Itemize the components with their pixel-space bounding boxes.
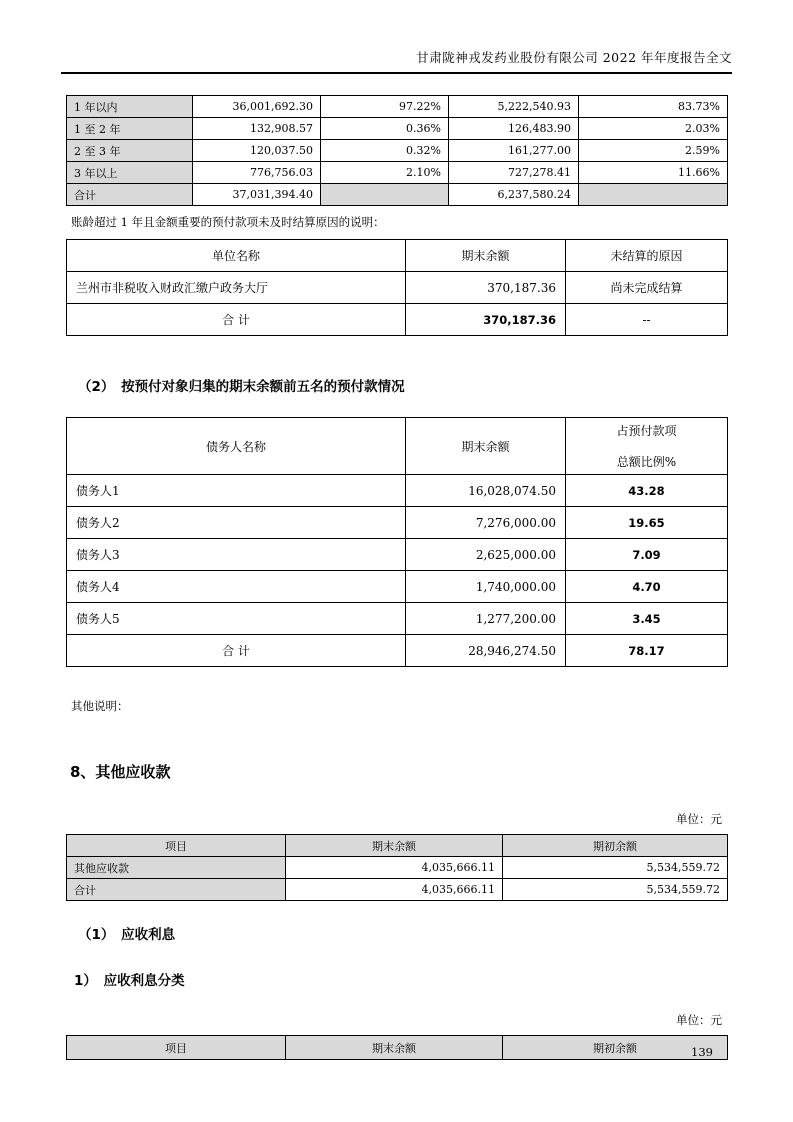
page-header — [61, 0, 732, 74]
table-row — [67, 118, 728, 140]
amount-cell: 1,277,200.00 — [406, 603, 566, 635]
col-header-begin-balance: 期初余额 — [503, 1036, 728, 1060]
aging-label-cell: 3 年以上 — [67, 162, 193, 184]
debtor-name-cell: 债务人3 — [67, 539, 406, 571]
begin-amount-cell: 126,483.90 — [449, 118, 579, 140]
col-header-debtor-name: 债务人名称 — [67, 418, 406, 475]
unit-label: 单位：元 — [676, 1013, 722, 1027]
begin-amount-cell: 5,222,540.93 — [449, 96, 579, 118]
table-header-row — [67, 835, 728, 857]
end-pct-cell: 0.36% — [321, 118, 449, 140]
table-total-row — [67, 635, 728, 667]
table-row — [67, 603, 728, 635]
total-label-cell: 合 计 — [67, 635, 406, 667]
total-pct-cell: 78.17 — [566, 635, 728, 667]
table-header-row — [67, 1036, 728, 1060]
col-header-pct-of-total — [566, 418, 728, 475]
total-label-cell: 合 计 — [67, 304, 406, 336]
col-header-end-balance: 期末余额 — [406, 240, 566, 272]
pct-header-line1: 占预付款项 — [616, 424, 677, 438]
col-header-reason: 未结算的原因 — [566, 240, 728, 272]
table-row — [67, 162, 728, 184]
end-amount-cell: 132,908.57 — [193, 118, 321, 140]
interest-receivable-table — [66, 1035, 728, 1060]
table-row — [67, 507, 728, 539]
end-balance-total-cell: 4,035,666.11 — [286, 879, 503, 901]
pct-cell: 7.09 — [566, 539, 728, 571]
table-header-row — [67, 418, 728, 475]
end-amount-cell: 776,756.03 — [193, 162, 321, 184]
prepayment-aging-table — [66, 95, 728, 206]
amount-cell: 370,187.36 — [406, 272, 566, 304]
aging-label-cell: 1 至 2 年 — [67, 118, 193, 140]
pct-cell: 4.70 — [566, 571, 728, 603]
end-amount-cell: 120,037.50 — [193, 140, 321, 162]
reason-cell: 尚未完成结算 — [566, 272, 728, 304]
end-pct-cell: 97.22% — [321, 96, 449, 118]
pct-cell: 19.65 — [566, 507, 728, 539]
end-pct-cell: 2.10% — [321, 162, 449, 184]
total-reason-cell: -- — [566, 304, 728, 336]
page-number: 139 — [691, 1045, 713, 1059]
col-header-begin-balance: 期初余额 — [503, 835, 728, 857]
begin-pct-cell: 83.73% — [579, 96, 728, 118]
end-amount-total-cell: 37,031,394.40 — [193, 184, 321, 206]
amount-cell: 1,740,000.00 — [406, 571, 566, 603]
begin-pct-cell: 2.59% — [579, 140, 728, 162]
aging-total-label-cell: 合计 — [67, 184, 193, 206]
amount-cell: 7,276,000.00 — [406, 507, 566, 539]
aging-label-cell: 1 年以内 — [67, 96, 193, 118]
table-row — [67, 272, 728, 304]
unit-name-cell: 兰州市非税收入财政汇缴户政务大厅 — [67, 272, 406, 304]
total-label-cell: 合计 — [67, 879, 286, 901]
shaded-empty-cell — [579, 184, 728, 206]
unsettled-reason-table — [66, 239, 728, 336]
col-header-item: 项目 — [67, 1036, 286, 1060]
report-title: 甘肃陇神戎发药业股份有限公司 2022 年年度报告全文 — [416, 50, 732, 65]
begin-amount-cell: 727,278.41 — [449, 162, 579, 184]
table-row — [67, 475, 728, 507]
amount-cell: 16,028,074.50 — [406, 475, 566, 507]
table-total-row — [67, 304, 728, 336]
col-header-end-balance: 期末余额 — [286, 835, 503, 857]
begin-pct-cell: 11.66% — [579, 162, 728, 184]
pct-cell: 43.28 — [566, 475, 728, 507]
total-amount-cell: 28,946,274.50 — [406, 635, 566, 667]
aging-note: 账龄超过 1 年且金额重要的预付款项未及时结算原因的说明： — [71, 215, 385, 229]
end-amount-cell: 36,001,692.30 — [193, 96, 321, 118]
end-pct-cell: 0.32% — [321, 140, 449, 162]
section-8-1-heading: （1） 应收利息 — [78, 927, 176, 943]
col-header-item: 项目 — [67, 835, 286, 857]
col-header-unit-name: 单位名称 — [67, 240, 406, 272]
table-row — [67, 140, 728, 162]
debtor-name-cell: 债务人5 — [67, 603, 406, 635]
table-total-row — [67, 184, 728, 206]
other-receivables-table — [66, 834, 728, 901]
section-8-1-1-heading: 1） 应收利息分类 — [74, 973, 185, 989]
section-2-heading: （2） 按预付对象归集的期末余额前五名的预付款情况 — [78, 379, 405, 395]
debtor-name-cell: 债务人4 — [67, 571, 406, 603]
shaded-empty-cell — [321, 184, 449, 206]
aging-label-cell: 2 至 3 年 — [67, 140, 193, 162]
table-row — [67, 571, 728, 603]
table-total-row — [67, 879, 728, 901]
top-five-prepayment-table — [66, 417, 728, 667]
other-note: 其他说明： — [71, 699, 129, 713]
table-header-row — [67, 240, 728, 272]
col-header-end-balance: 期末余额 — [406, 418, 566, 475]
debtor-name-cell: 债务人1 — [67, 475, 406, 507]
amount-cell: 2,625,000.00 — [406, 539, 566, 571]
begin-amount-total-cell: 6,237,580.24 — [449, 184, 579, 206]
begin-balance-total-cell: 5,534,559.72 — [503, 879, 728, 901]
table-row — [67, 857, 728, 879]
pct-header-line2: 总额比例% — [616, 455, 677, 469]
unit-label: 单位：元 — [676, 812, 722, 826]
begin-balance-cell: 5,534,559.72 — [503, 857, 728, 879]
table-row — [67, 539, 728, 571]
item-cell: 其他应收款 — [67, 857, 286, 879]
section-8-heading: 8、其他应收款 — [70, 763, 171, 781]
table-row — [67, 96, 728, 118]
begin-amount-cell: 161,277.00 — [449, 140, 579, 162]
begin-pct-cell: 2.03% — [579, 118, 728, 140]
pct-cell: 3.45 — [566, 603, 728, 635]
debtor-name-cell: 债务人2 — [67, 507, 406, 539]
end-balance-cell: 4,035,666.11 — [286, 857, 503, 879]
total-amount-cell: 370,187.36 — [406, 304, 566, 336]
col-header-end-balance: 期末余额 — [286, 1036, 503, 1060]
